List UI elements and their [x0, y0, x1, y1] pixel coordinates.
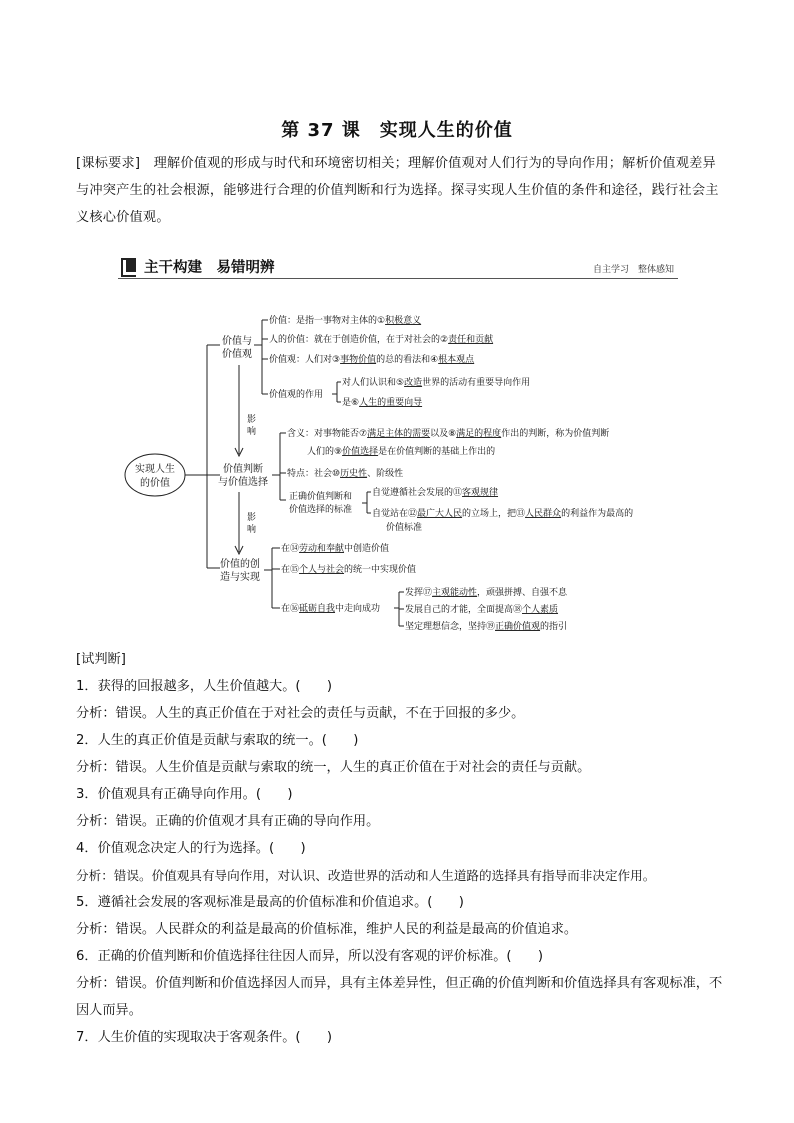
b3-item-a: 在⑭劳动和奉献中创造价值: [281, 544, 390, 554]
section-title: 主干构建 易错明辨: [144, 260, 275, 276]
b2-item-c1: 正确价值判断和: [289, 492, 353, 502]
link2-b: 响: [247, 525, 257, 535]
b2-item-b: 特点：社会⑩历史性、阶级性: [287, 469, 404, 479]
section-subtitle: 自主学习 整体感知: [592, 265, 674, 275]
judgment-section: [76, 646, 726, 1051]
branch-value: 价值与: [222, 336, 252, 347]
b1-item-b: 人的价值：就在于创造价值，在于对社会的②责任和贡献: [269, 335, 494, 345]
branch-judgment-2: 与价值选择: [218, 477, 268, 488]
link1-a: 影: [247, 415, 257, 425]
curriculum-requirement: [课标要求] 理解价值观的形成与时代和环境密切相关；理解价值观对人们行为的导向作用；解析价值观差异与冲突产生的社会根源，能够进行合理的价值判断和行为选择。探寻实现人生价值的条件和途径，践行社会主义核心价值观。: [76, 156, 719, 225]
b3-item-c-2: 发展自己的才能，全面提高⑱个人素质: [405, 605, 559, 615]
b2-item-a: 含义：对事物能否⑦满足主体的需要以及⑧满足的程度作出的判断，称为价值判断: [287, 429, 610, 439]
page-title: 第 37 课 实现人生的价值: [281, 120, 513, 141]
judge-line: 分析：错误。人生的真正价值在于对社会的责任与贡献，不在于回报的多少。: [76, 706, 525, 721]
judge-line: 6．正确的价值判断和价值选择往往因人而异，所以没有客观的评价标准。( ): [76, 949, 544, 964]
judge-line: 分析：错误。价值观具有导向作用，对认识、改造世界的活动和人生道路的选择具有指导而非决定作用。: [76, 868, 656, 883]
b2-item-a2: 人们的⑨价值选择是在价值判断的基础上作出的: [307, 447, 496, 457]
b1-item-d1: 对人们认识和⑤改造世界的活动有重要导向作用: [342, 378, 531, 388]
b3-item-c-1: 发挥⑰主观能动性，顽强拼搏、自强不息: [405, 588, 568, 598]
root-node: [125, 454, 185, 496]
b2-item-c-1: 自觉遵循社会发展的⑪客观规律: [372, 488, 499, 498]
judgment-heading: [试判断]: [76, 652, 126, 667]
b3-item-b: 在⑮个人与社会的统一中实现价值: [281, 565, 417, 575]
branch-judgment: 价值判断: [223, 464, 263, 475]
judge-line: 1．获得的回报越多，人生价值越大。( ): [76, 679, 333, 694]
judge-line: 7．人生价值的实现取决于客观条件。( ): [76, 1030, 333, 1045]
link1-b: 响: [247, 427, 257, 437]
b1-item-d: 价值观的作用: [269, 390, 324, 400]
b2-item-c-2: 自觉站在⑫最广大人民的立场上，把⑬人民群众的利益作为最高的: [372, 509, 634, 519]
judge-line: 分析：错误。正确的价值观才具有正确的导向作用。: [76, 814, 380, 829]
b1-item-c: 价值观：人们对③事物价值的总的看法和④根本观点: [269, 355, 475, 365]
judge-line: 3．价值观具有正确导向作用。( ): [76, 787, 293, 802]
judge-line: 4．价值观念决定人的行为选择。( ): [76, 841, 306, 856]
judge-line: 5．遵循社会发展的客观标准是最高的价值标准和价值追求。( ): [76, 895, 464, 910]
branch-creation-2: 造与实现: [220, 572, 260, 583]
link2-a: 影: [247, 513, 257, 523]
b1-item-d2: 是⑥人生的重要向导: [342, 398, 423, 408]
b3-item-c: 在⑯砥砺自我中走向成功: [281, 604, 381, 614]
root-label-2: 的价值: [140, 478, 170, 489]
judge-line: 2．人生的真正价值是贡献与索取的统一。( ): [76, 733, 359, 748]
judge-line: 分析：错误。人民群众的利益是最高的价值标准，维护人民的利益是最高的价值追求。: [76, 922, 578, 937]
b1-item-a: 价值：是指一事物对主体的①积极意义: [269, 316, 422, 326]
judge-line: 分析：错误。人生价值是贡献与索取的统一，人生的真正价值在于对社会的责任与贡献。: [76, 760, 591, 775]
branch-creation: 价值的创: [220, 559, 260, 570]
root-label-1: 实现人生: [135, 464, 175, 475]
b3-item-c-3: 坚定理想信念，坚持⑲正确价值观的指引: [405, 622, 568, 632]
b2-item-c2: 价值选择的标准: [289, 505, 353, 515]
judge-line: 分析：错误。价值判断和价值选择因人而异，具有主体差异性，但正确的价值判断和价值选择具有客观标准，不因人而异。: [76, 976, 723, 1018]
b2-item-c-3: 价值标准: [386, 523, 423, 533]
branch-value-2: 价值观: [222, 349, 252, 360]
